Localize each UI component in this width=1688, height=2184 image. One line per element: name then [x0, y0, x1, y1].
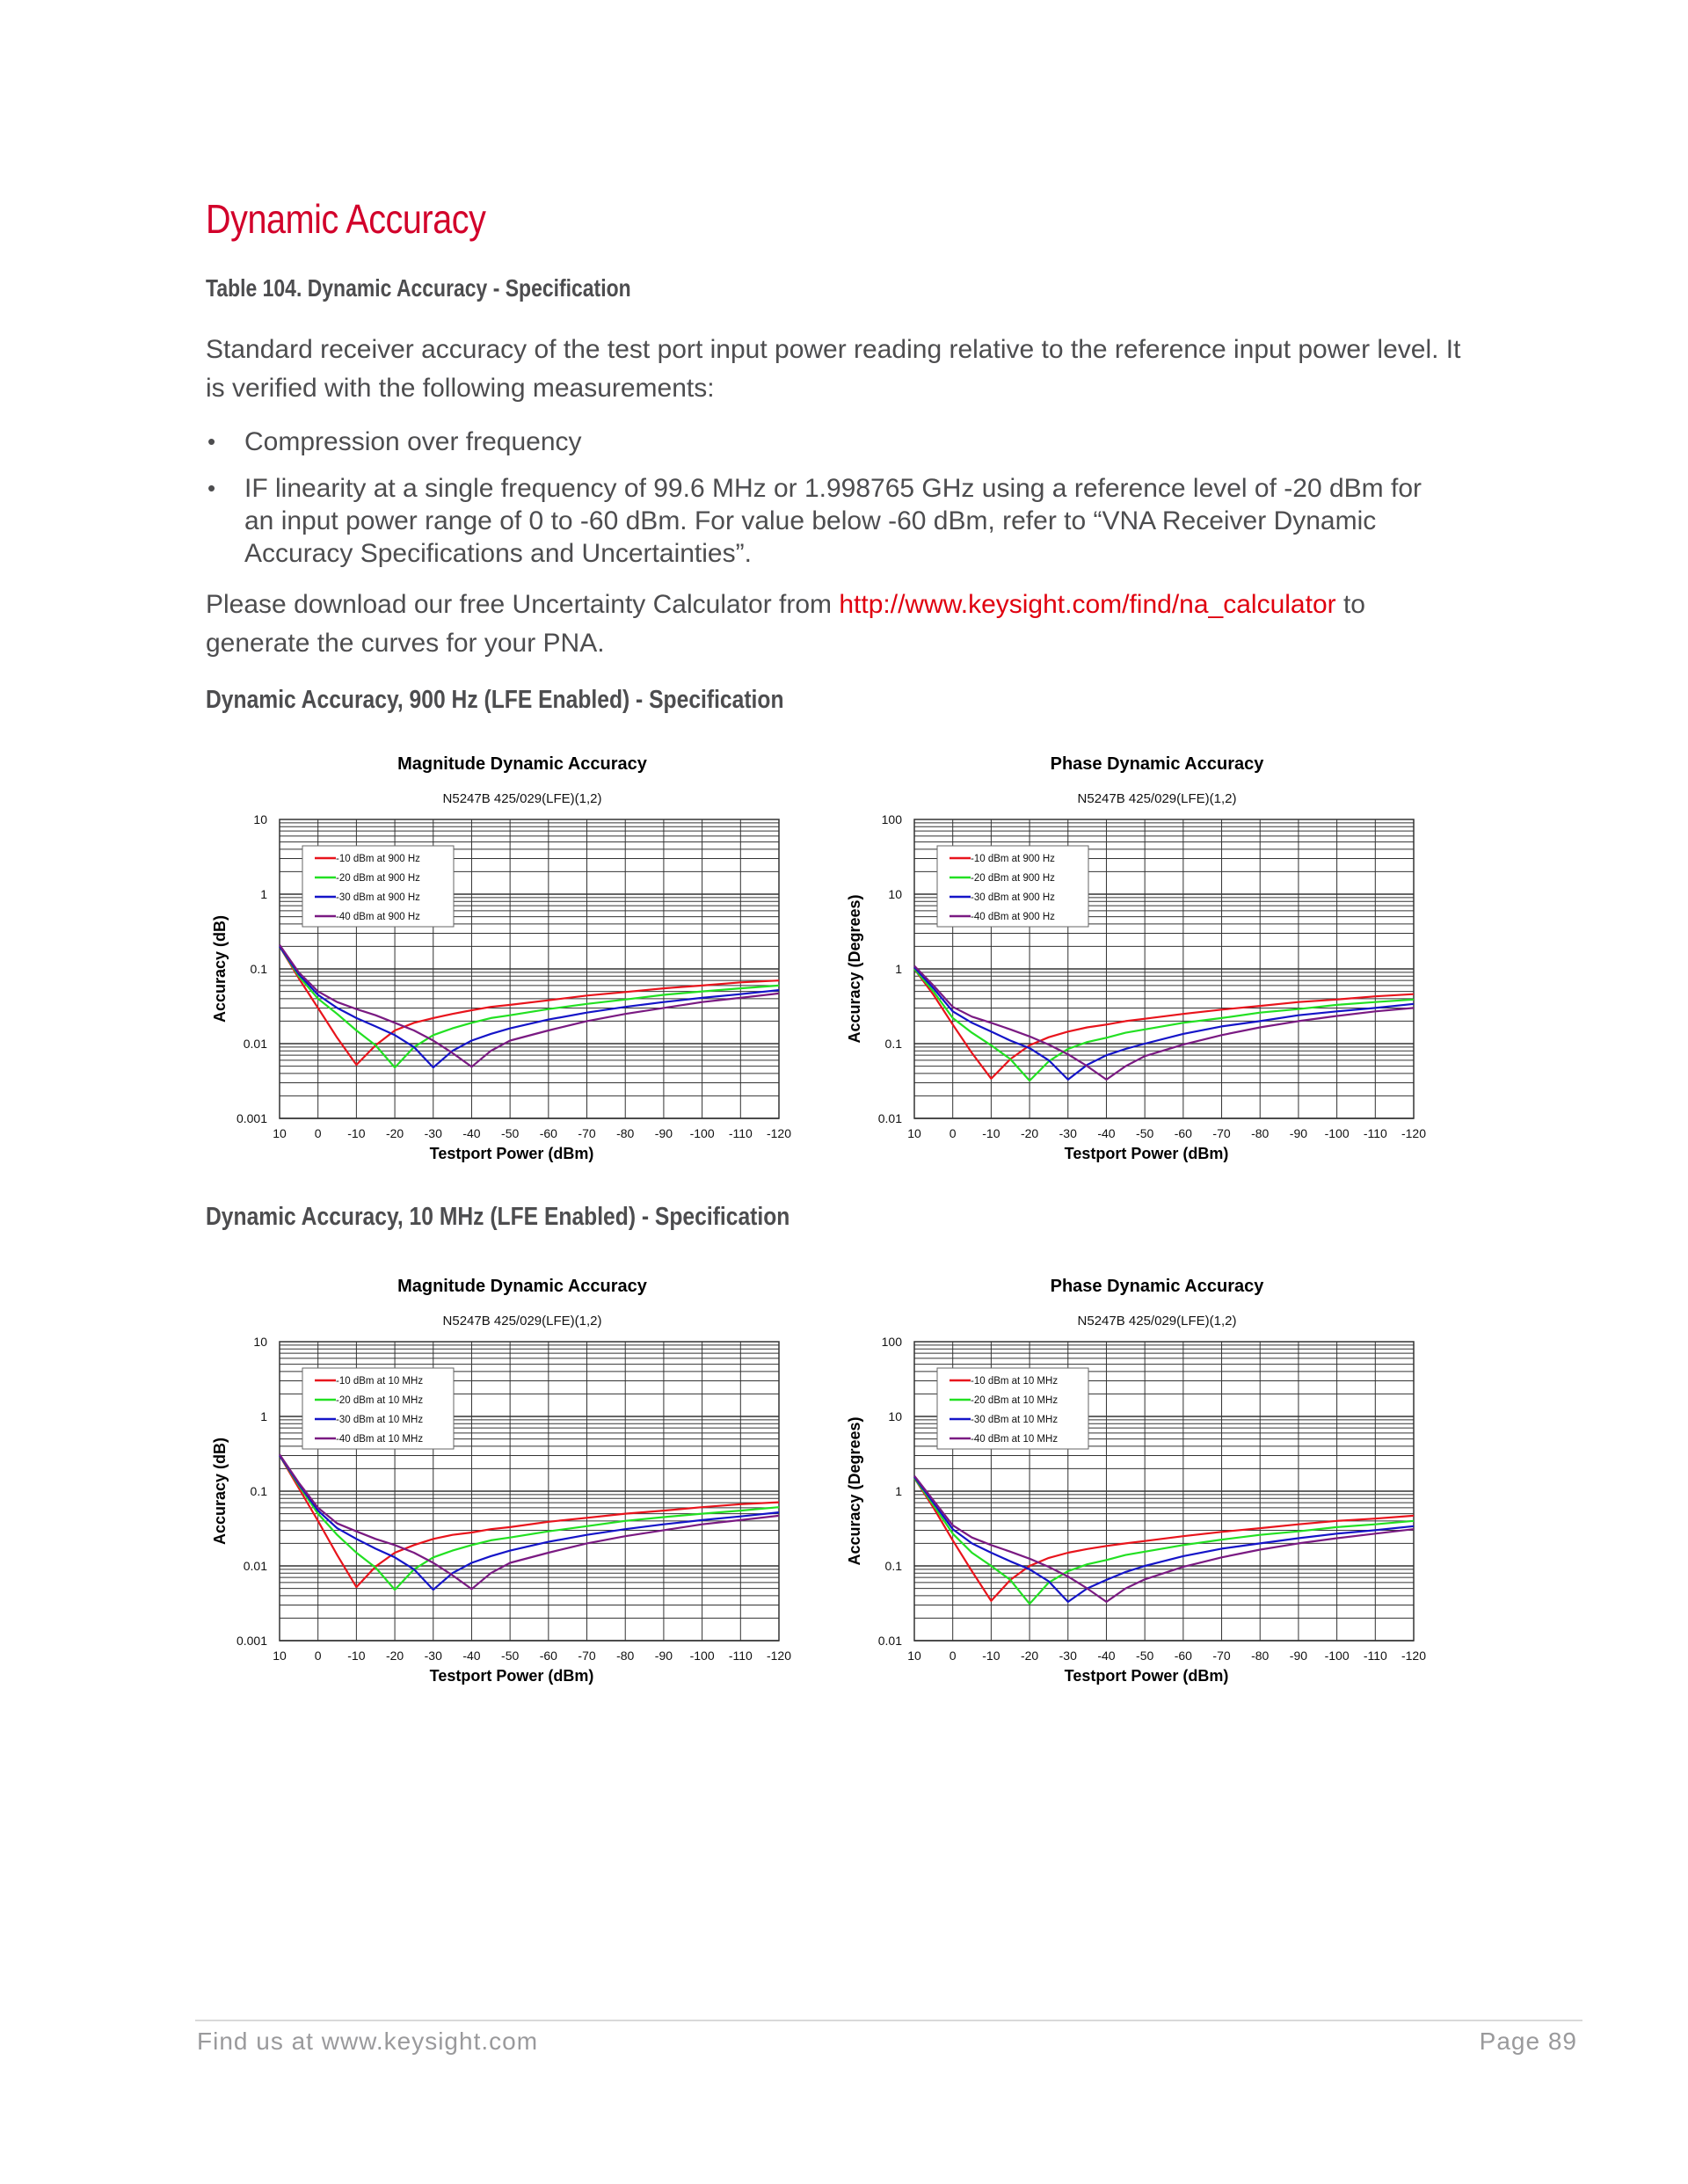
x-axis-label: Testport Power (dBm) — [429, 1667, 594, 1685]
x-tick-label: -10 — [982, 1126, 1000, 1140]
legend — [937, 1368, 1088, 1449]
legend-label: -20 dBm at 10 MHz — [336, 1395, 424, 1406]
chart-svg — [202, 1261, 818, 1685]
download-suffix: to generate the curves for your PNA. — [206, 590, 1365, 658]
chart-title: Phase Dynamic Accuracy — [1050, 1277, 1264, 1296]
y-tick-label: 10 — [253, 812, 267, 826]
download-prefix: Please download our free Uncertainty Calculator from — [206, 590, 840, 619]
chart-phase-10mhz — [837, 1261, 1452, 1685]
y-tick-label: 10 — [888, 1409, 902, 1423]
x-tick-label: -110 — [728, 1649, 753, 1663]
x-tick-label: -10 — [347, 1649, 366, 1663]
chart-magnitude-10mhz — [202, 1261, 818, 1685]
intro-paragraph: Standard receiver accuracy of the test port input power reading relative to the reference input power level. It is verified with the following measurements: — [206, 335, 1461, 403]
legend-label: -20 dBm at 900 Hz — [971, 873, 1055, 884]
series-line — [280, 1454, 779, 1589]
download-paragraph — [206, 586, 1472, 663]
x-tick-label: -30 — [1059, 1126, 1077, 1140]
x-tick-label: -120 — [1401, 1649, 1427, 1663]
chart-subtitle: N5247B 425/029(LFE)(1,2) — [1077, 791, 1237, 806]
x-tick-label: -110 — [728, 1126, 753, 1140]
y-axis-label: Accuracy (dB) — [211, 1437, 229, 1546]
y-tick-label: 1 — [260, 1409, 267, 1423]
x-tick-label: 10 — [273, 1649, 287, 1663]
x-tick-label: -80 — [616, 1126, 635, 1140]
x-tick-label: -120 — [766, 1126, 792, 1140]
page-number: Page 89 — [1479, 2027, 1577, 2055]
y-tick-label: 0.01 — [243, 1559, 267, 1573]
x-tick-label: 10 — [273, 1126, 287, 1140]
list-item: • Compression over frequency — [206, 426, 1437, 458]
legend-label: -30 dBm at 900 Hz — [336, 892, 420, 903]
chart-magnitude-900hz — [202, 739, 818, 1162]
x-tick-label: 0 — [949, 1126, 957, 1140]
x-tick-label: -50 — [1136, 1126, 1154, 1140]
series-line — [914, 967, 1414, 1080]
x-tick-label: -30 — [424, 1649, 442, 1663]
legend-label: -10 dBm at 10 MHz — [336, 1376, 424, 1387]
chart-subtitle: N5247B 425/029(LFE)(1,2) — [1077, 1314, 1237, 1329]
x-tick-label: -20 — [385, 1126, 404, 1140]
series-line — [280, 945, 779, 1067]
footer-divider — [195, 2020, 1582, 2021]
y-tick-label: 100 — [881, 812, 902, 826]
legend-label: -20 dBm at 10 MHz — [971, 1395, 1059, 1406]
x-tick-label: 10 — [907, 1649, 921, 1663]
y-tick-label: 0.01 — [877, 1111, 902, 1125]
x-axis-label: Testport Power (dBm) — [429, 1145, 594, 1162]
legend-label: -30 dBm at 10 MHz — [971, 1415, 1059, 1425]
x-axis-label: Testport Power (dBm) — [1064, 1667, 1229, 1685]
chart-subtitle: N5247B 425/029(LFE)(1,2) — [442, 1314, 602, 1329]
x-tick-label: -10 — [347, 1126, 366, 1140]
x-tick-label: -40 — [1097, 1126, 1116, 1140]
legend-label: -20 dBm at 900 Hz — [336, 873, 420, 884]
section-heading-900hz: Dynamic Accuracy, 900 Hz (LFE Enabled) - Specification — [206, 686, 784, 714]
y-axis-label: Accuracy (Degrees) — [846, 1416, 863, 1566]
legend-label: -40 dBm at 900 Hz — [971, 912, 1055, 922]
legend-label: -10 dBm at 10 MHz — [971, 1376, 1059, 1387]
chart-svg — [202, 739, 818, 1162]
x-tick-label: -80 — [616, 1649, 635, 1663]
y-tick-label: 1 — [260, 887, 267, 901]
legend-label: -10 dBm at 900 Hz — [971, 854, 1055, 864]
legend-label: -10 dBm at 900 Hz — [336, 854, 420, 864]
y-tick-label: 0.01 — [877, 1634, 902, 1648]
y-tick-label: 0.001 — [236, 1634, 267, 1648]
y-tick-label: 1 — [895, 1484, 902, 1498]
series-line — [280, 946, 779, 1067]
section-heading-10mhz: Dynamic Accuracy, 10 MHz (LFE Enabled) - Specification — [206, 1203, 790, 1231]
x-tick-label: -40 — [462, 1126, 481, 1140]
chart-svg — [837, 1261, 1452, 1685]
legend — [302, 846, 454, 927]
x-tick-label: -80 — [1251, 1126, 1270, 1140]
chart-subtitle: N5247B 425/029(LFE)(1,2) — [442, 791, 602, 806]
list-item: • IF linearity at a single frequency of 99.6 MHz or 1.998765 GHz using a reference level of -20 dBm for an input power range of 0 to -60 dBm. For value below -60 dBm, refer to “VNA Receiver Dynamic Accuracy Specifications and Uncertainties”. — [206, 472, 1437, 570]
x-tick-label: -30 — [1059, 1649, 1077, 1663]
y-tick-label: 0.1 — [884, 1037, 902, 1051]
x-tick-label: -100 — [689, 1126, 715, 1140]
x-tick-label: 0 — [949, 1649, 957, 1663]
y-tick-label: 1 — [895, 962, 902, 976]
x-tick-label: -100 — [689, 1649, 715, 1663]
x-tick-label: -70 — [1212, 1649, 1231, 1663]
x-tick-label: -10 — [982, 1649, 1000, 1663]
calculator-link[interactable]: http://www.keysight.com/find/na_calculator — [839, 590, 1336, 619]
chart-phase-900hz — [837, 739, 1452, 1162]
legend-label: -40 dBm at 10 MHz — [971, 1434, 1059, 1445]
x-tick-label: -20 — [1020, 1126, 1039, 1140]
series-line — [914, 966, 1414, 1080]
x-tick-label: -100 — [1324, 1649, 1350, 1663]
x-tick-label: -20 — [1020, 1649, 1039, 1663]
x-tick-label: -90 — [1289, 1649, 1308, 1663]
y-tick-label: 10 — [253, 1335, 267, 1349]
footer-website: Find us at www.keysight.com — [197, 2027, 539, 2055]
x-tick-label: -70 — [578, 1649, 596, 1663]
x-tick-label: -20 — [385, 1649, 404, 1663]
x-tick-label: -70 — [578, 1126, 596, 1140]
x-tick-label: -40 — [462, 1649, 481, 1663]
x-tick-label: -30 — [424, 1126, 442, 1140]
legend-label: -30 dBm at 900 Hz — [971, 892, 1055, 903]
x-axis-label: Testport Power (dBm) — [1064, 1145, 1229, 1162]
chart-title: Phase Dynamic Accuracy — [1050, 754, 1264, 774]
y-tick-label: 10 — [888, 887, 902, 901]
legend — [302, 1368, 454, 1449]
chart-svg — [837, 739, 1452, 1162]
legend-label: -40 dBm at 900 Hz — [336, 912, 420, 922]
y-axis-label: Accuracy (Degrees) — [846, 894, 863, 1044]
y-tick-label: 0.1 — [250, 1484, 267, 1498]
x-tick-label: -50 — [1136, 1649, 1154, 1663]
y-tick-label: 0.01 — [243, 1037, 267, 1051]
y-tick-label: 0.1 — [884, 1559, 902, 1573]
y-tick-label: 0.1 — [250, 962, 267, 976]
chart-title: Magnitude Dynamic Accuracy — [397, 1277, 647, 1296]
legend — [937, 846, 1088, 927]
series-line — [914, 1478, 1414, 1604]
x-tick-label: 0 — [314, 1649, 322, 1663]
y-tick-label: 0.001 — [236, 1111, 267, 1125]
x-tick-label: -120 — [766, 1649, 792, 1663]
x-tick-label: -90 — [654, 1126, 673, 1140]
x-tick-label: -80 — [1251, 1649, 1270, 1663]
x-tick-label: -50 — [501, 1126, 520, 1140]
x-tick-label: -60 — [1174, 1649, 1192, 1663]
x-tick-label: -110 — [1363, 1649, 1387, 1663]
x-tick-label: 10 — [907, 1126, 921, 1140]
page-title: Dynamic Accuracy — [206, 196, 486, 242]
x-tick-label: -60 — [539, 1649, 557, 1663]
series-line — [280, 946, 779, 1067]
x-tick-label: -100 — [1324, 1126, 1350, 1140]
y-tick-label: 100 — [881, 1335, 902, 1349]
legend-label: -40 dBm at 10 MHz — [336, 1434, 424, 1445]
y-axis-label: Accuracy (dB) — [211, 914, 229, 1023]
x-tick-label: -40 — [1097, 1649, 1116, 1663]
x-tick-label: -110 — [1363, 1126, 1387, 1140]
x-tick-label: -60 — [1174, 1126, 1192, 1140]
x-tick-label: -50 — [501, 1649, 520, 1663]
table-caption: Table 104. Dynamic Accuracy - Specification — [206, 274, 631, 302]
legend-label: -30 dBm at 10 MHz — [336, 1415, 424, 1425]
x-tick-label: 0 — [314, 1126, 322, 1140]
measurement-list — [206, 426, 1437, 584]
x-tick-label: -60 — [539, 1126, 557, 1140]
x-tick-label: -70 — [1212, 1126, 1231, 1140]
x-tick-label: -90 — [654, 1649, 673, 1663]
x-tick-label: -90 — [1289, 1126, 1308, 1140]
chart-title: Magnitude Dynamic Accuracy — [397, 754, 647, 774]
x-tick-label: -120 — [1401, 1126, 1427, 1140]
